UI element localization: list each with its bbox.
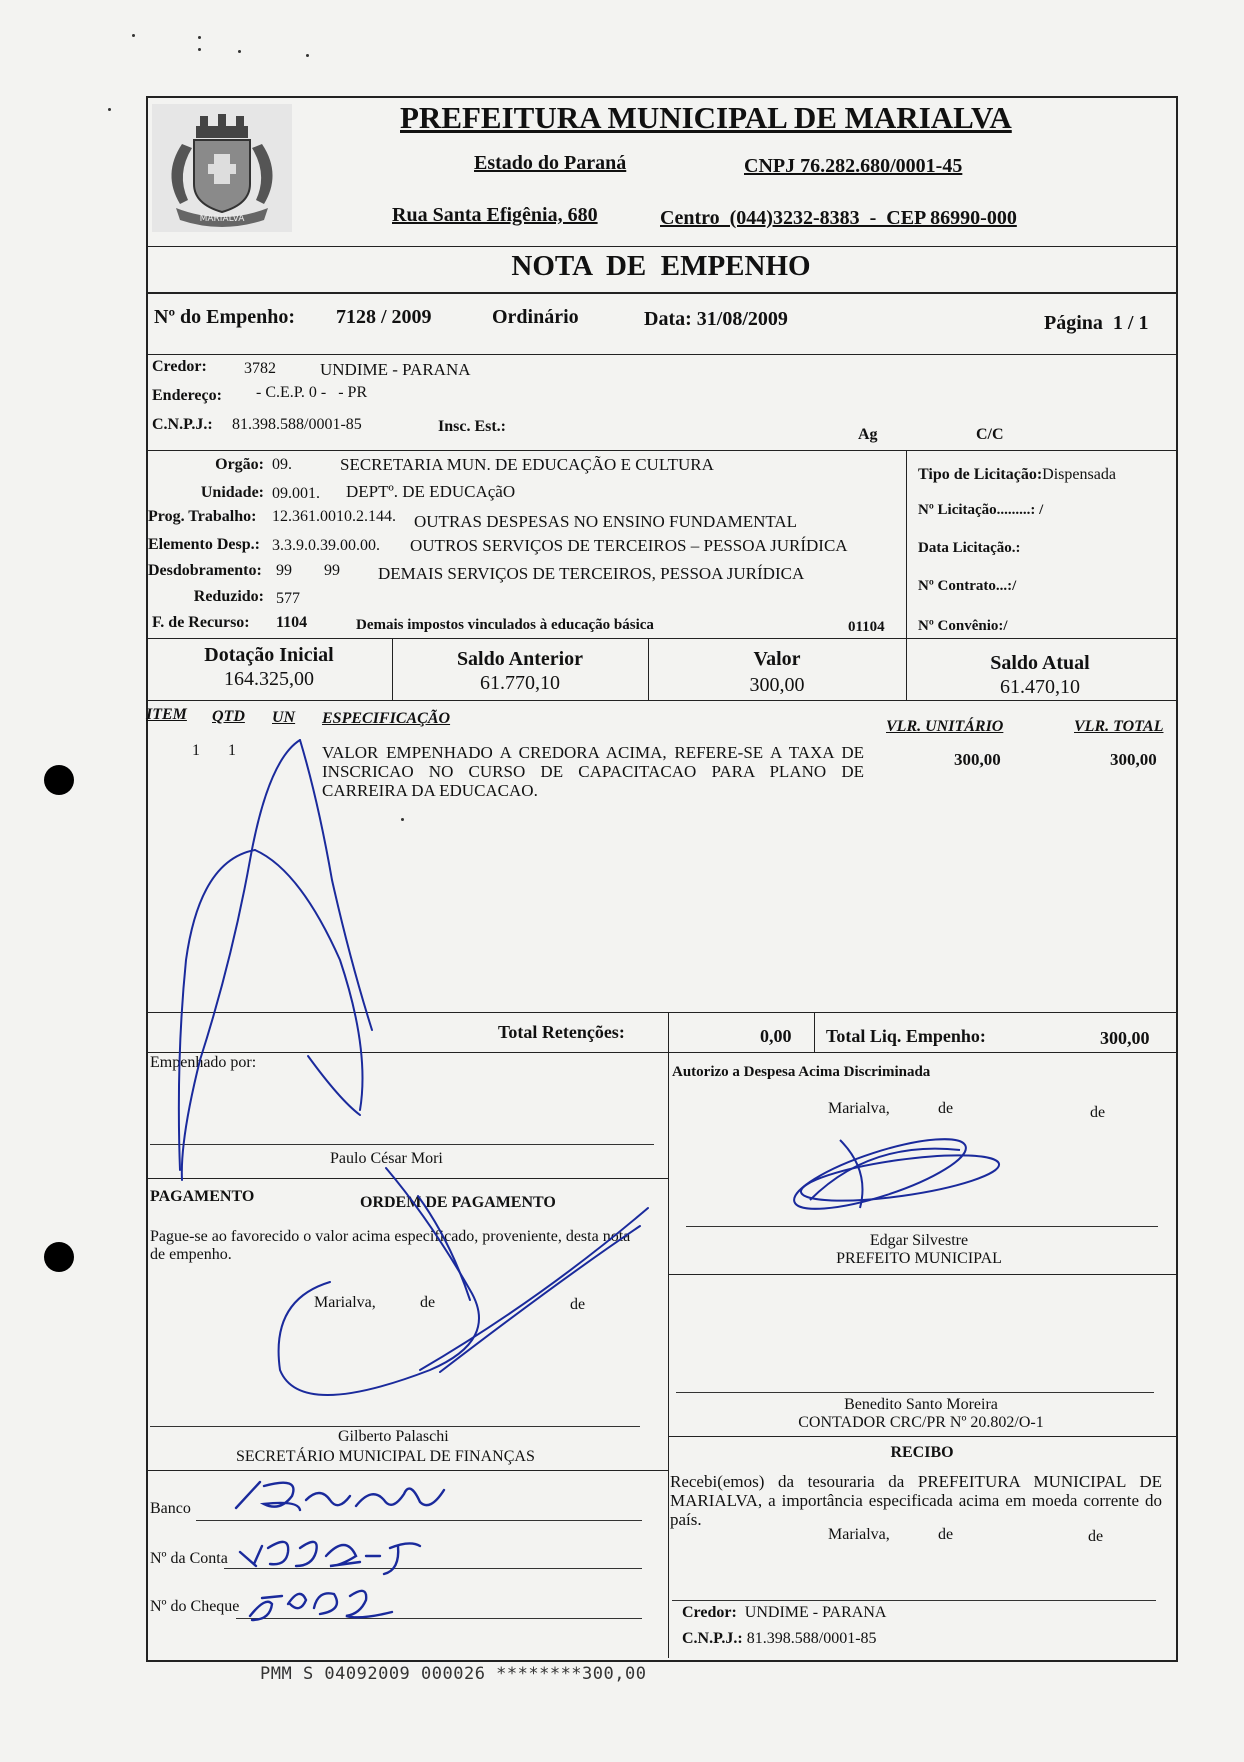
desdobramento-code-1: 99 <box>276 562 292 579</box>
ordem-pagamento-label: ORDEM DE PAGAMENTO <box>360 1194 556 1211</box>
total-retencoes-value: 0,00 <box>760 1026 792 1046</box>
valor-value: 300,00 <box>749 674 805 696</box>
fonte-recurso-ref: 01104 <box>848 619 885 635</box>
ag-label: Ag <box>858 426 878 443</box>
page-number: Página 1 / 1 <box>1044 312 1149 334</box>
prog-trabalho-label: Prog. Trabalho: <box>148 508 257 525</box>
credor-cnpj: 81.398.588/0001-85 <box>232 416 362 433</box>
address-street: Rua Santa Efigênia, 680 <box>392 204 598 226</box>
saldo-anterior-value: 61.770,10 <box>480 672 560 694</box>
col-qtd: QTD <box>212 708 245 725</box>
reduzido-value: 577 <box>276 590 300 607</box>
cc-label: C/C <box>976 426 1004 443</box>
desdobramento-label: Desdobramento: <box>148 562 262 579</box>
pagamento-city: Marialva, <box>314 1294 376 1311</box>
credor-name: UNDIME - PARANA <box>320 360 471 379</box>
col-un: UN <box>272 709 296 726</box>
pagamento-de-1: de <box>420 1294 436 1311</box>
dotacao-inicial-value: 164.325,00 <box>224 668 314 690</box>
unidade-label: Unidade: <box>200 484 264 501</box>
prefeito-role: PREFEITO MUNICIPAL <box>836 1250 1002 1267</box>
valor-label: Valor <box>753 648 801 670</box>
item-vlr-total: 300,00 <box>1110 750 1157 769</box>
fonte-recurso-label: F. de Recurso: <box>152 614 250 631</box>
total-liq-label: Total Liq. Empenho: <box>826 1026 986 1046</box>
item-description: VALOR EMPENHADO A CREDORA ACIMA, REFERE-SE A TAXA DE INSCRICAO NO CURSO DE CAPACITACAO PARA PLANO DE CARREIRA DA EDUCACAO. <box>322 743 864 800</box>
payment-stamp: PMM S 04092009 000026 ********300,00 <box>260 1664 647 1684</box>
contador-role: CONTADOR CRC/PR Nº 20.802/O-1 <box>798 1414 1044 1431</box>
saldo-anterior-label: Saldo Anterior <box>456 648 584 670</box>
secretario-name: Gilberto Palaschi <box>338 1428 449 1445</box>
autorizo-de-1: de <box>938 1100 954 1117</box>
cnpj-label: CNPJ 76.282.680/0001-45 <box>744 155 963 177</box>
prog-trabalho-name: OUTRAS DESPESAS NO ENSINO FUNDAMENTAL <box>414 512 798 531</box>
licitacao-data: Data Licitação.: <box>918 540 1021 556</box>
municipality-title: PREFEITURA MUNICIPAL DE MARIALVA <box>400 100 1012 135</box>
empenho-date: Data: 31/08/2009 <box>644 308 788 330</box>
item-number: 1 <box>192 742 200 759</box>
svg-text:MARIALVA: MARIALVA <box>199 214 245 224</box>
total-liq-value: 300,00 <box>1100 1028 1150 1048</box>
col-item: ITEM <box>146 706 187 723</box>
col-vlr-total: VLR. TOTAL <box>1074 718 1164 735</box>
banco-label: Banco <box>150 1500 191 1517</box>
prefeito-name: Edgar Silvestre <box>869 1232 969 1249</box>
unidade-name: DEPTº. DE EDUCAçãO <box>346 482 516 501</box>
orgao-code: 09. <box>272 456 292 473</box>
elemento-name: OUTROS SERVIÇOS DE TERCEIROS – PESSOA JURÍDICA <box>410 536 848 555</box>
recibo-de-2: de <box>1088 1528 1104 1545</box>
desdobramento-code-2: 99 <box>324 562 340 579</box>
cheque-label: Nº do Cheque <box>150 1598 240 1615</box>
empenhado-por-label: Empenhado por: <box>150 1054 257 1071</box>
document-title: NOTA DE EMPENHO <box>511 250 811 282</box>
empenho-type: Ordinário <box>492 306 579 328</box>
empenhado-signer: Paulo César Mori <box>330 1150 443 1167</box>
credor-code: 3782 <box>244 360 276 377</box>
recibo-text: Recebi(emos) da tesouraria da PREFEITURA MUNICIPAL DE MARIALVA, a importância especificada acima em moeda corrente do país. <box>670 1472 1162 1529</box>
fonte-recurso-code: 1104 <box>276 614 308 631</box>
convenio-numero: Nº Convênio:/ <box>918 618 1008 634</box>
empenho-number-label: Nº do Empenho: <box>154 306 296 328</box>
dotacao-inicial-label: Dotação Inicial <box>204 644 334 666</box>
address-label: Endereço: <box>152 387 222 404</box>
autorizo-de-2: de <box>1090 1104 1106 1121</box>
autorizo-label: Autorizo a Despesa Acima Discriminada <box>672 1064 931 1080</box>
saldo-atual-label: Saldo Atual <box>990 652 1090 674</box>
col-especificacao: ESPECIFICAÇÃO <box>322 710 451 727</box>
recibo-de-1: de <box>938 1526 954 1543</box>
conta-label: Nº da Conta <box>150 1550 228 1567</box>
col-vlr-unitario: VLR. UNITÁRIO <box>886 718 1004 735</box>
pagamento-label: PAGAMENTO <box>150 1188 255 1205</box>
item-vlr-unitario: 300,00 <box>954 750 1001 769</box>
elemento-code: 3.3.9.0.39.00.00. <box>272 537 380 554</box>
insc-est-label: Insc. Est.: <box>438 418 507 435</box>
address-district-phone-cep: Centro (044)3232-8383 - CEP 86990-000 <box>660 207 1017 229</box>
contrato-numero: Nº Contrato...:/ <box>918 578 1017 594</box>
recibo-city: Marialva, <box>828 1526 890 1543</box>
total-retencoes-label: Total Retenções: <box>498 1022 625 1042</box>
fonte-recurso-name: Demais impostos vinculados à educação básica <box>356 617 654 633</box>
pagamento-text: Pague-se ao favorecido o valor acima especificado, proveniente, desta nota de empenho. <box>150 1228 631 1263</box>
orgao-name: SECRETARIA MUN. DE EDUCAÇÃO E CULTURA <box>340 455 714 474</box>
recibo-credor: Credor: UNDIME - PARANA <box>682 1604 887 1621</box>
reduzido-label: Reduzido: <box>193 588 264 605</box>
licitacao-tipo: Tipo de Licitação:Dispensada <box>918 466 1116 483</box>
recibo-title: RECIBO <box>890 1444 954 1461</box>
desdobramento-name: DEMAIS SERVIÇOS DE TERCEIROS, PESSOA JURÍDICA <box>378 564 805 583</box>
prog-trabalho-code: 12.361.0010.2.144. <box>272 508 396 525</box>
licitacao-numero: Nº Licitação.........: / <box>918 502 1044 518</box>
saldo-atual-value: 61.470,10 <box>1000 676 1080 698</box>
credor-label: Credor: <box>152 358 207 375</box>
recibo-cnpj: C.N.P.J.: 81.398.588/0001-85 <box>682 1630 877 1647</box>
state-label: Estado do Paraná <box>474 152 627 174</box>
secretario-role: SECRETÁRIO MUNICIPAL DE FINANÇAS <box>236 1448 535 1465</box>
pagamento-de-2: de <box>570 1296 586 1313</box>
unidade-code: 09.001. <box>272 485 320 502</box>
autorizo-city: Marialva, <box>828 1100 890 1117</box>
orgao-label: Orgão: <box>215 456 264 473</box>
credor-address: - C.E.P. 0 - - PR <box>256 384 368 401</box>
credor-cnpj-label: C.N.P.J.: <box>152 416 213 433</box>
contador-name: Benedito Santo Moreira <box>844 1396 998 1413</box>
elemento-label: Elemento Desp.: <box>148 536 260 553</box>
item-qtd: 1 <box>228 742 236 759</box>
empenho-number: 7128 / 2009 <box>336 306 432 328</box>
